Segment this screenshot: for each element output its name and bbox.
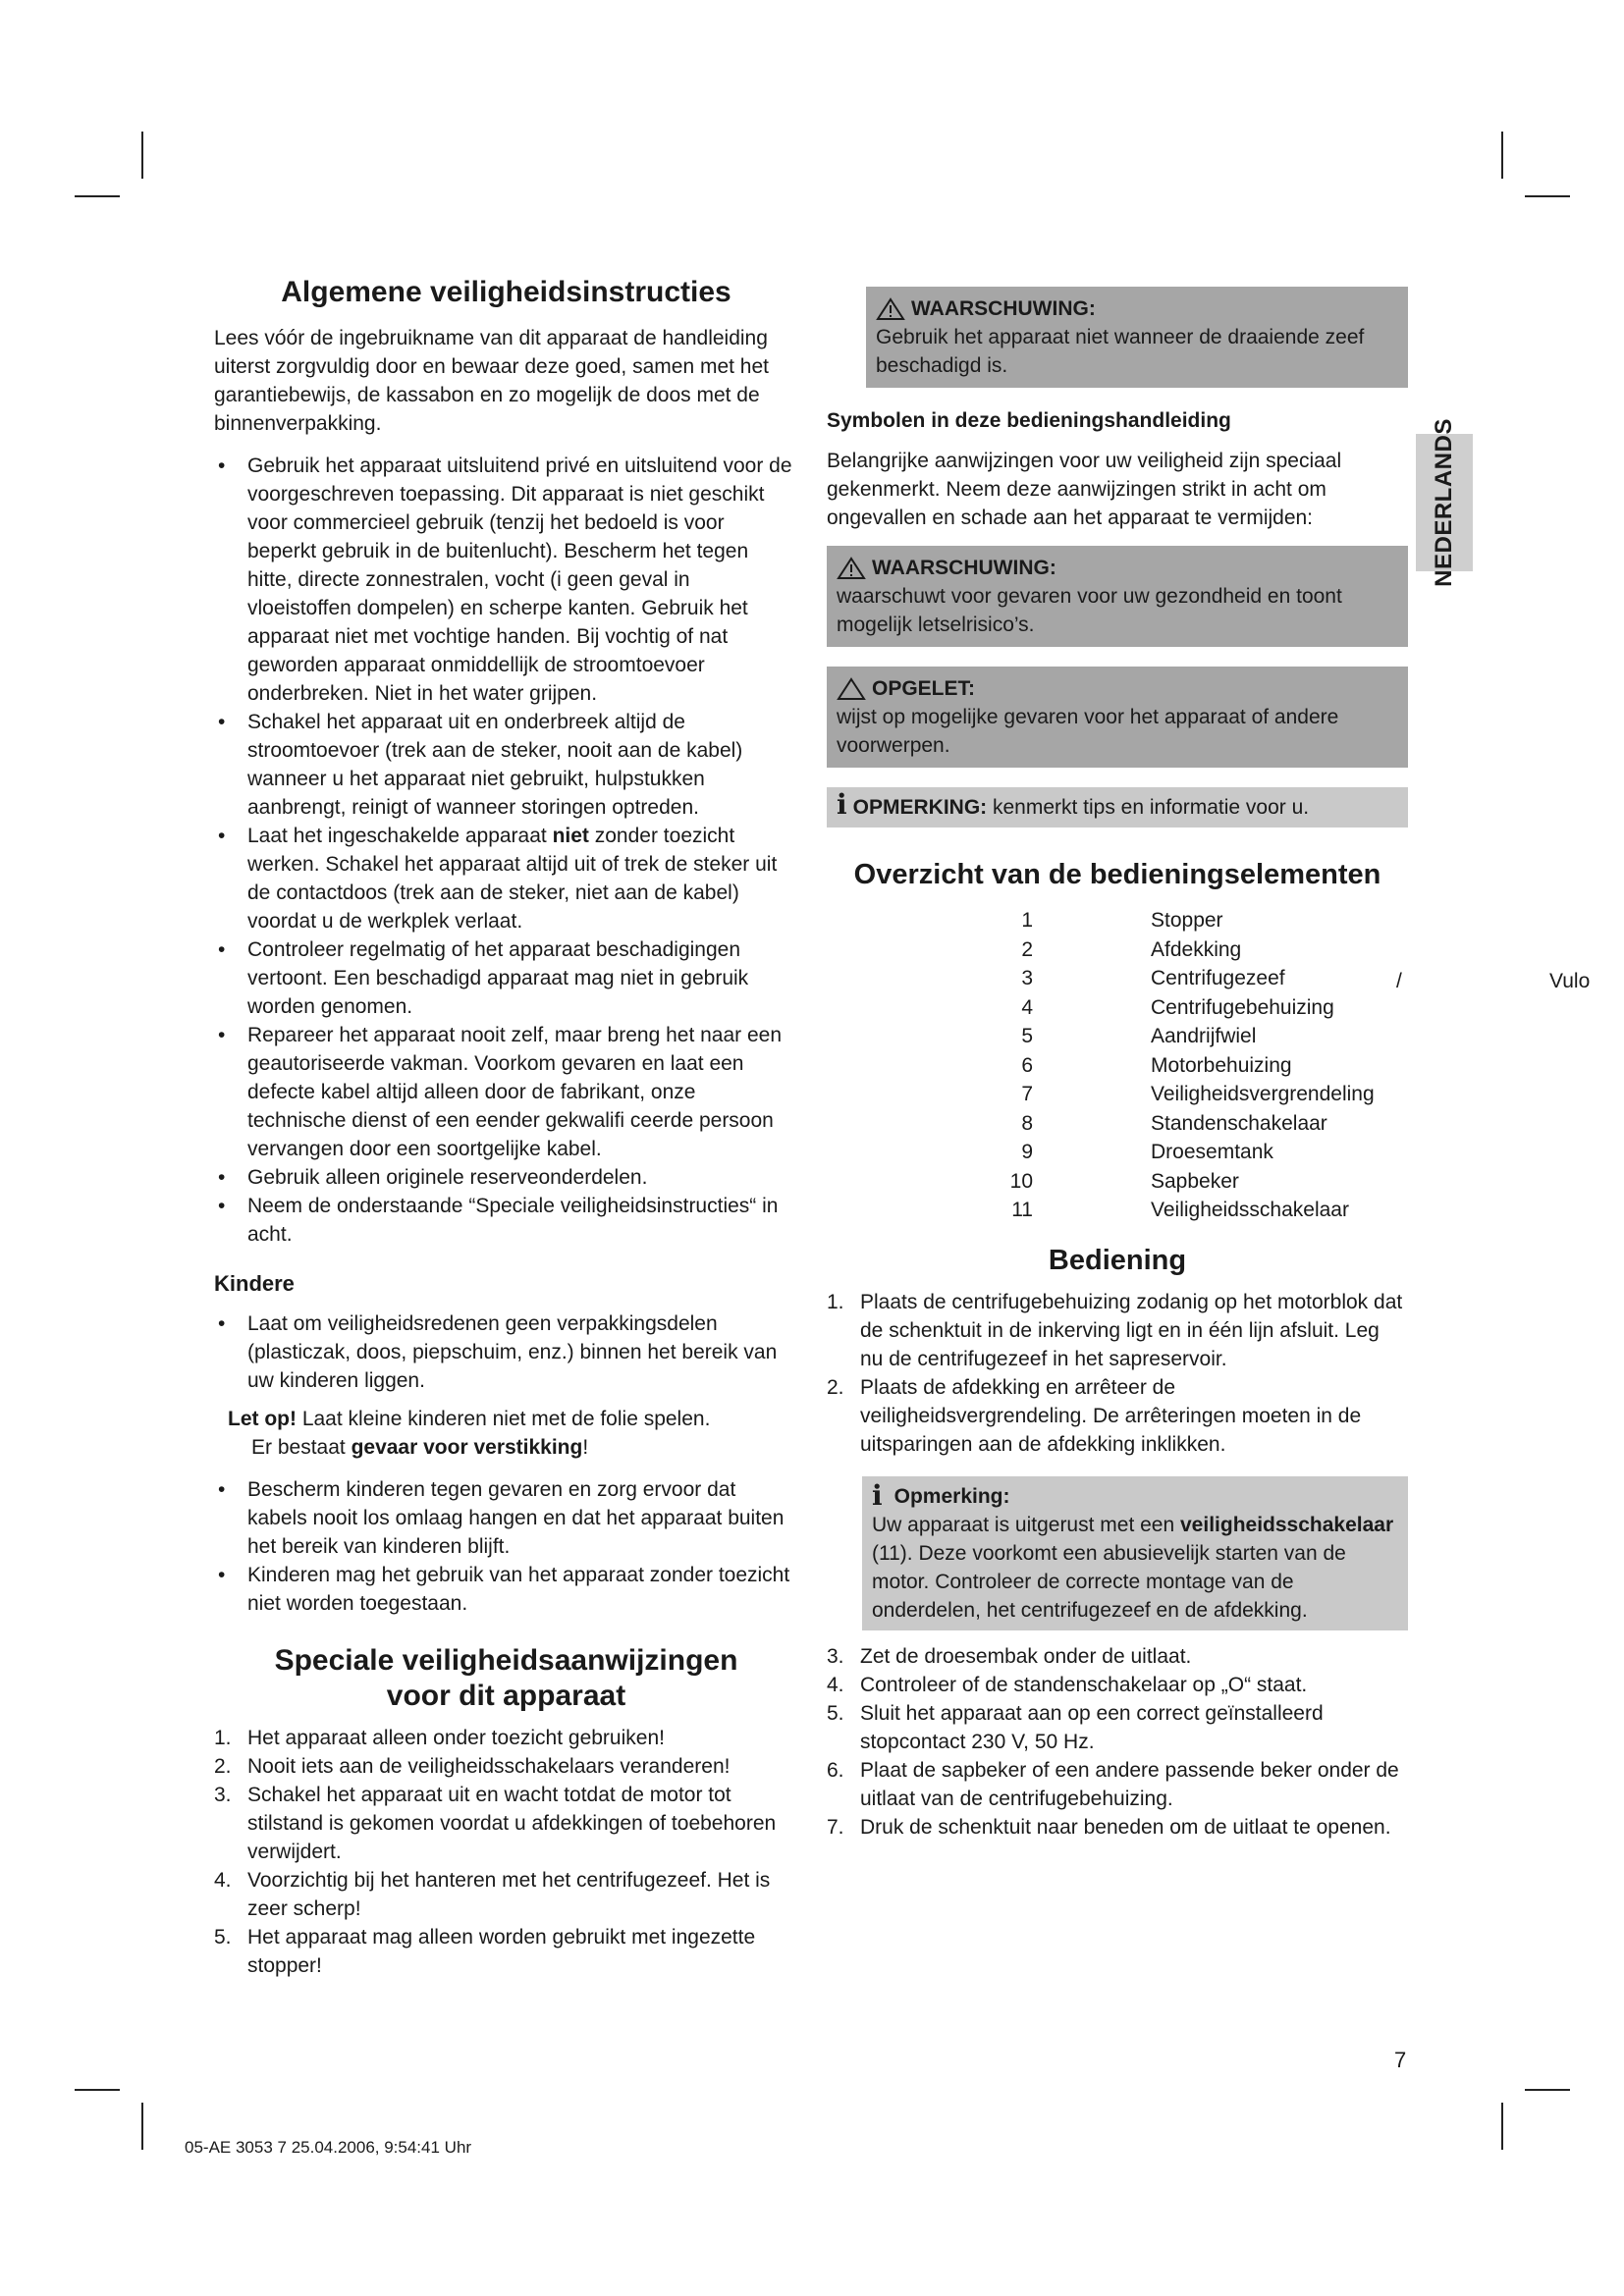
special-safety-list <box>214 1724 798 1980</box>
bullet-text: Laat het ingeschakelde apparaat <box>247 825 553 847</box>
kindere-title: Kindere <box>214 1271 295 1296</box>
note-text: (11). Deze voorkomt een abusievelijk starten van de motor. Controleer de correcte montage van de onderdelen, het centrifugezeef en de afdekking. <box>872 1541 1346 1622</box>
letop-bold: gevaar voor verstikking <box>351 1436 583 1459</box>
warning-title-row <box>837 554 1398 582</box>
caution-box <box>827 667 1408 768</box>
part-name: Afdekking <box>1151 937 1242 961</box>
crop-mark-bl-v <box>141 2103 143 2150</box>
part-name: Centrifugezeef <box>1151 967 1285 989</box>
overview-title: Overzicht van de bedieningselementen <box>853 859 1381 890</box>
list-item <box>827 1642 1408 1671</box>
caution-title-row <box>837 674 1398 703</box>
kindere-list-2 <box>214 1475 798 1618</box>
step-text: Druk de schenktuit naar beneden om de uitlaat te openen. <box>860 1815 1391 1839</box>
part-number: 11 <box>1011 1199 1033 1221</box>
item-text: Het apparaat mag alleen worden gebruikt met ingezette stopper! <box>247 1926 756 1977</box>
item-number: 2. <box>214 1755 232 1778</box>
list-item <box>827 1813 1408 1842</box>
part-name: Droesemtank <box>1151 1141 1273 1163</box>
step-text: Controleer of de standenschakelaar op „O“ staat. <box>860 1673 1308 1696</box>
step-number: 3. <box>827 1644 844 1668</box>
table-row <box>935 964 1375 993</box>
stray-slash: / <box>1396 970 1402 992</box>
step-text: Zet de droesembak onder de uitlaat. <box>860 1644 1192 1668</box>
bullet-text: zonder toezicht werken. Schakel het apparaat altijd uit of trek de steker uit de contactdoos (trek aan de steker, niet aan de kabel) voordat u de werkplek verlaat. <box>247 825 778 933</box>
step-number: 5. <box>827 1701 844 1725</box>
list-item: • Schakel het apparaat uit en onderbreek altijd de stroomtoevoer (trek aan de steker, nooit aan de kabel) wanneer u het apparaat niet gebruikt, hulpstukken aanbrengt, reinigt of wanneer storingen optreden. <box>214 708 798 822</box>
item-number: 4. <box>214 1869 232 1892</box>
left-column <box>214 275 798 1990</box>
warning-title: WAARSCHUWING: <box>872 557 1056 579</box>
item-number: 1. <box>214 1727 232 1749</box>
list-item: • Laat om veiligheidsredenen geen verpakkingsdelen (plasticzak, doos, piepschuim, enz.) binnen het bereik van uw kinderen liggen. <box>214 1309 798 1395</box>
page-number: 7 <box>1394 2048 1407 2072</box>
symbols-text: Belangrijke aanwijzingen voor uw veiligheid zijn speciaal gekenmerkt. Neem deze aanwijzingen strikt in acht om ongevallen en schade aan het apparaat te vermijden: <box>827 450 1342 529</box>
item-text: Schakel het apparaat uit en wacht totdat de motor tot stilstand is gekomen voordat u afdekkingen of toebehoren verwijdert. <box>247 1784 777 1863</box>
warning-title: WAARSCHUWING: <box>911 297 1096 320</box>
crop-mark-bl-h <box>75 2089 120 2091</box>
letop-label: Let op! <box>228 1408 297 1430</box>
note-text: kenmerkt tips en informatie voor u. <box>987 796 1310 819</box>
print-footer: 05-AE 3053 7 25.04.2006, 9:54:41 Uhr <box>185 2138 472 2157</box>
part-number: 10 <box>1009 1169 1033 1193</box>
part-name: Aandrijfwiel <box>1151 1025 1257 1047</box>
item-number: 5. <box>214 1926 232 1949</box>
note-bold: veiligheidsschakelaar <box>1180 1513 1394 1536</box>
list-item <box>827 1756 1408 1813</box>
crop-mark-tr-v <box>1501 132 1503 179</box>
crop-mark-br-h <box>1525 2089 1570 2091</box>
step-number: 4. <box>827 1673 844 1696</box>
step-number: 1. <box>827 1290 844 1313</box>
warning-text: Gebruik het apparaat niet wanneer de draaiende zeef beschadigd is. <box>876 326 1365 377</box>
list-item <box>827 1373 1408 1459</box>
crop-mark-tl-v <box>141 132 143 179</box>
table-row <box>935 906 1375 935</box>
symbols-title: Symbolen in deze bedieningshandleiding <box>827 409 1231 432</box>
list-item: • Repareer het apparaat nooit zelf, maar breng het naar een geautoriseerde vakman. Voorkom gevaren en laat een defecte kabel altijd alleen door de fabrikant, onze technische dienst of een eender gekwalifi ceerde persoon vervangen door een soortgelijke kabel. <box>214 1021 798 1163</box>
item-number: 3. <box>214 1784 232 1806</box>
operation-steps-a <box>827 1288 1408 1459</box>
step-number: 6. <box>827 1758 844 1782</box>
letop-text: Laat kleine kinderen niet met de folie spelen. <box>296 1408 711 1430</box>
warning-box-sieve <box>866 287 1408 388</box>
part-name: Centrifugebehuizing <box>1151 995 1334 1019</box>
part-number: 4 <box>1021 995 1033 1019</box>
part-number: 9 <box>1021 1141 1033 1163</box>
stray-vulo: Vulo <box>1549 970 1591 992</box>
part-number: 1 <box>1021 909 1033 932</box>
part-name: Standenschakelaar <box>1151 1111 1327 1135</box>
list-item <box>214 1866 798 1923</box>
table-row <box>935 1051 1375 1081</box>
general-safety-intro: Lees vóór de ingebruikname van dit apparaat de handleiding uiterst zorgvuldig door en bewaar deze goed, samen met het garantiebewijs, de kassabon en zo mogelijk de doos met de binnenverpakking. <box>214 327 770 435</box>
list-item <box>214 1724 798 1752</box>
letop-text: Er bestaat <box>251 1436 352 1459</box>
part-name: Veiligheidsvergrendeling <box>1151 1083 1375 1105</box>
list-item: • Neem de onderstaande “Speciale veiligheidsinstructies“ in acht. <box>214 1192 798 1249</box>
letop-line-2 <box>228 1433 798 1462</box>
item-text: Het apparaat alleen onder toezicht gebruiken! <box>247 1727 665 1749</box>
warning-box-health <box>827 546 1408 647</box>
step-text: Sluit het apparaat aan op een correct geïnstalleerd stopcontact 230 V, 50 Hz. <box>860 1701 1324 1753</box>
info-icon: i <box>872 1479 883 1512</box>
part-name: Veiligheidsschakelaar <box>1151 1199 1349 1221</box>
special-safety-title <box>214 1643 798 1714</box>
list-item: • Controleer regelmatig of het apparaat beschadigingen vertoont. Een beschadigd apparaat mag niet in gebruik worden genomen. <box>214 935 798 1021</box>
step-text: Plaats de afdekking en arrêteer de veiligheidsvergrendeling. De arrêteringen moeten in de uitsparingen aan de afdekking inklikken. <box>860 1375 1362 1456</box>
list-item: • Gebruik alleen originele reserveonderdelen. <box>214 1163 798 1192</box>
warning-text: waarschuwt voor gevaren voor uw gezondheid en toont mogelijk letselrisico’s. <box>837 585 1342 636</box>
note-body <box>872 1511 1398 1625</box>
step-text: Plaats de centrifugebehuizing zodanig op het motorblok dat de schenktuit in de inkerving ligt en in één lijn afsluit. Leg nu de centrifugezeef in het sapreservoir. <box>860 1290 1403 1370</box>
warning-triangle-icon <box>837 557 866 580</box>
warning-triangle-icon <box>876 297 905 321</box>
language-label: NEDERLANDS <box>1431 418 1457 587</box>
list-item <box>827 1671 1408 1699</box>
part-number: 8 <box>1021 1111 1033 1135</box>
parts-table <box>935 906 1375 1225</box>
special-title-line-2: voor dit apparaat <box>386 1680 626 1712</box>
caution-title: OPGELET: <box>872 677 976 700</box>
note-title: Opmerking: <box>893 1484 1010 1508</box>
special-title-line-1: Speciale veiligheidsaanwijzingen <box>274 1644 738 1677</box>
table-row <box>935 1196 1375 1225</box>
item-text: Voorzichtig bij het hanteren met het centrifugezeef. Het is zeer scherp! <box>247 1869 771 1920</box>
right-column <box>827 287 1408 1851</box>
part-number: 7 <box>1021 1083 1033 1105</box>
letop-warning <box>214 1405 798 1462</box>
part-number: 5 <box>1021 1025 1033 1047</box>
bullet-bold-text: niet <box>552 825 589 847</box>
general-safety-title: Algemene veiligheidsinstructies <box>281 276 731 308</box>
language-side-tab <box>1416 418 1473 587</box>
step-number: 7. <box>827 1815 844 1839</box>
operation-title: Bediening <box>1048 1244 1187 1276</box>
warning-title-row <box>876 294 1398 323</box>
table-row <box>935 1167 1375 1197</box>
part-number: 6 <box>1021 1053 1033 1077</box>
table-row <box>935 993 1375 1023</box>
note-text: Uw apparaat is uitgerust met een <box>872 1513 1180 1536</box>
part-name: Sapbeker <box>1151 1169 1239 1193</box>
step-text: Plaat de sapbeker of een andere passende beker onder de uitlaat van de centrifugebehuizing. <box>860 1758 1399 1810</box>
note-title-row <box>872 1479 1398 1512</box>
kindere-list-1 <box>214 1309 798 1395</box>
part-name: Motorbehuizing <box>1151 1053 1292 1077</box>
step-number: 2. <box>827 1375 844 1399</box>
caution-triangle-icon <box>837 677 866 701</box>
item-text: Nooit iets aan de veiligheidsschakelaars veranderen! <box>247 1755 731 1778</box>
note-label: OPMERKING: <box>852 796 988 819</box>
table-row <box>935 1022 1375 1051</box>
crop-mark-tl-h <box>75 195 120 197</box>
part-name: Stopper <box>1151 909 1223 932</box>
operation-steps-b <box>827 1642 1408 1842</box>
list-item: • Kinderen mag het gebruik van het apparaat zonder toezicht niet worden toegestaan. <box>214 1561 798 1618</box>
list-item <box>827 1699 1408 1756</box>
list-item <box>214 822 798 935</box>
general-safety-list <box>214 452 798 1249</box>
list-item <box>214 1752 798 1781</box>
crop-mark-br-v <box>1501 2103 1503 2150</box>
part-number: 2 <box>1021 937 1033 961</box>
letop-text: ! <box>582 1436 589 1459</box>
info-icon: i <box>837 788 847 821</box>
list-item <box>214 1923 798 1980</box>
list-item: • Bescherm kinderen tegen gevaren en zorg ervoor dat kabels nooit los omlaag hangen en dat het apparaat buiten het bereik van kinderen blijft. <box>214 1475 798 1561</box>
note-box <box>827 787 1408 828</box>
list-item <box>214 1781 798 1866</box>
table-row <box>935 935 1375 965</box>
crop-mark-tr-h <box>1525 195 1570 197</box>
caution-text: wijst op mogelijke gevaren voor het apparaat of andere voorwerpen. <box>837 706 1339 757</box>
list-item <box>827 1288 1408 1373</box>
table-row <box>935 1138 1375 1167</box>
part-number: 3 <box>1021 967 1033 989</box>
list-item: • Gebruik het apparaat uitsluitend privé en uitsluitend voor de voorgeschreven toepassing. Dit apparaat is niet geschikt voor commercieel gebruik (tenzij het bedoeld is voor beperkt gebruik in de buitenlucht). Bescherm het tegen hitte, directe zonnestralen, vocht (i geen geval in vloeistoffen dompelen) en scherpe kanten. Gebruik het apparaat niet met vochtige handen. Bij vochtig of nat geworden apparaat onmiddellijk de stroomtoevoer onderbreken. Niet in het water grijpen. <box>214 452 798 708</box>
table-row <box>935 1109 1375 1139</box>
table-row <box>935 1080 1375 1109</box>
note-box-safety-switch <box>862 1476 1408 1630</box>
